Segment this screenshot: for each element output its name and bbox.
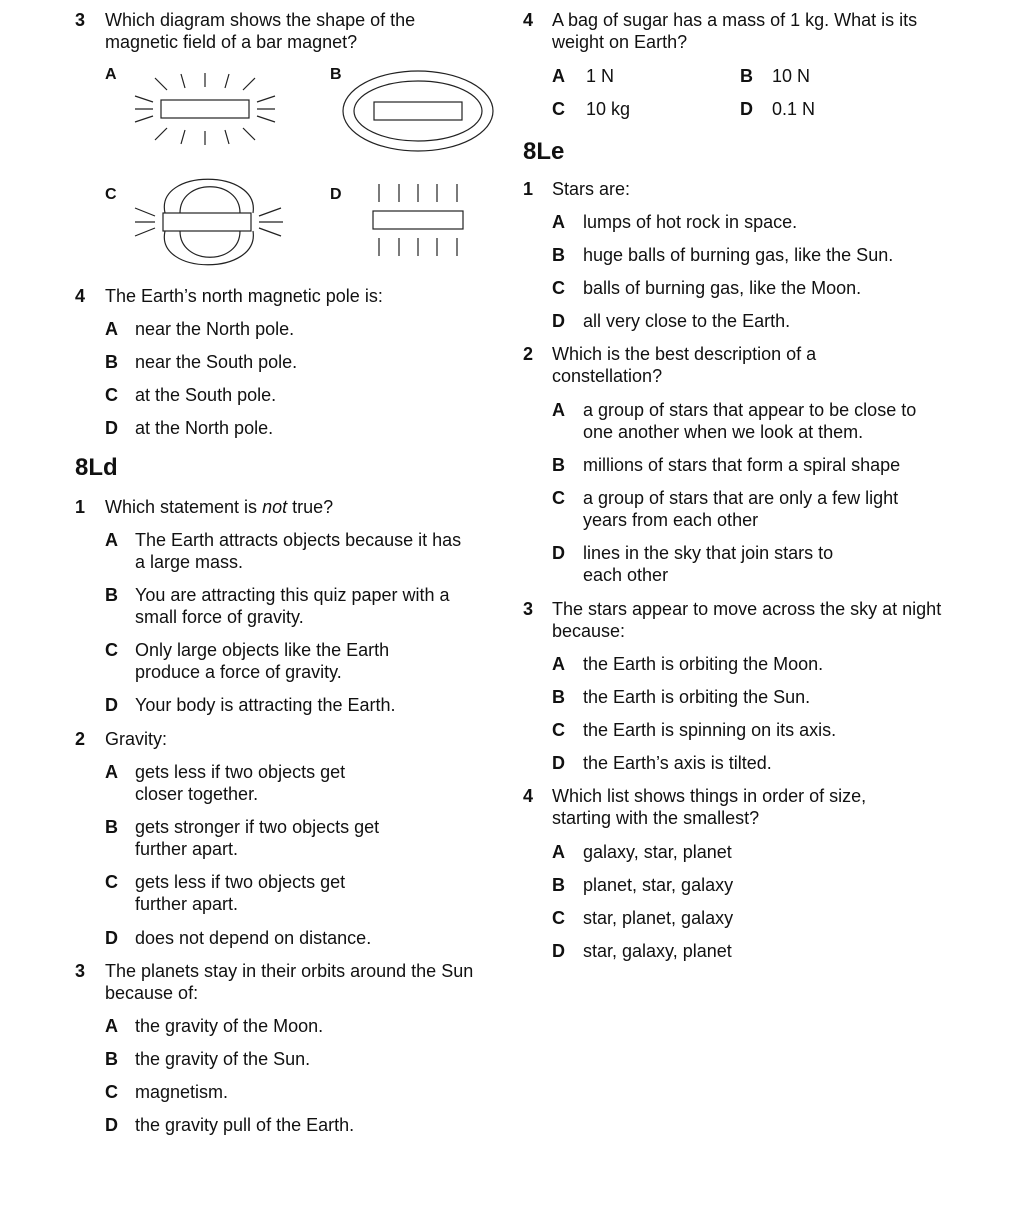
option-text: planet, star, galaxy: [583, 875, 734, 895]
option-letter: A: [105, 762, 118, 782]
question-number: 3: [75, 10, 86, 30]
option-text: near the North pole.: [135, 319, 295, 339]
option-letter: B: [105, 352, 118, 372]
option-text: 10 kg: [586, 99, 631, 119]
option-letter: B: [105, 817, 118, 837]
option-letter: C: [552, 908, 565, 928]
option-text: gets stronger if two objects get further apart.: [135, 817, 380, 859]
option-text: does not depend on distance.: [135, 928, 372, 948]
question-number: 3: [75, 961, 86, 981]
option-text: balls of burning gas, like the Moon.: [583, 278, 862, 298]
diagram-label-b: B: [330, 66, 342, 83]
option-letter: A: [552, 66, 565, 86]
option-text: 10 N: [772, 66, 811, 86]
option-letter: D: [552, 753, 565, 773]
question-text: The stars appear to move across the sky at night because:: [552, 599, 942, 641]
question-text: A bag of sugar has a mass of 1 kg. What is its weight on Earth?: [552, 10, 918, 52]
option-text: lumps of hot rock in space.: [583, 212, 798, 232]
option-letter: C: [552, 278, 565, 298]
option-text: 1 N: [586, 66, 615, 86]
question-number: 2: [523, 344, 534, 364]
option-text: near the South pole.: [135, 352, 298, 372]
diagram-label-d: D: [330, 186, 342, 203]
option-letter: A: [552, 842, 565, 862]
option-text: a group of stars that appear to be close to one another when we look at them.: [583, 400, 917, 442]
option-letter: D: [552, 543, 565, 563]
question-text: Gravity:: [105, 729, 168, 749]
option-letter: C: [105, 872, 118, 892]
option-text: the Earth is orbiting the Sun.: [583, 687, 811, 707]
diagram-c: [125, 170, 295, 275]
section-heading: 8Ld: [75, 454, 118, 481]
option-text: Only large objects like the Earth produce a force of gravity.: [135, 640, 390, 682]
option-letter: C: [552, 720, 565, 740]
diagram-a: [125, 70, 285, 150]
question-number: 4: [523, 786, 534, 806]
option-text: the Earth is orbiting the Moon.: [583, 654, 824, 674]
option-letter: D: [552, 311, 565, 331]
option-text: the Earth is spinning on its axis.: [583, 720, 837, 740]
option-letter: B: [105, 1049, 118, 1069]
option-letter: B: [552, 687, 565, 707]
question-number: 2: [75, 729, 86, 749]
option-text: the gravity pull of the Earth.: [135, 1115, 355, 1135]
question-number: 1: [523, 179, 534, 199]
diagram-label-a: A: [105, 66, 117, 83]
question-text: Which is the best description of a constellation?: [552, 344, 817, 386]
option-letter: A: [105, 319, 118, 339]
option-text: millions of stars that form a spiral shape: [583, 455, 901, 475]
option-letter: C: [105, 640, 118, 660]
diagram-b: [340, 68, 500, 154]
option-text: huge balls of burning gas, like the Sun.: [583, 245, 894, 265]
option-text: Your body is attracting the Earth.: [135, 695, 396, 715]
option-text: the gravity of the Sun.: [135, 1049, 311, 1069]
question-text: Which diagram shows the shape of the magnetic field of a bar magnet?: [105, 10, 416, 52]
question-text: Which list shows things in order of size, starting with the smallest?: [552, 786, 867, 828]
option-text: gets less if two objects get closer together.: [135, 762, 346, 804]
option-letter: D: [105, 695, 118, 715]
question-text: The Earth’s north magnetic pole is:: [105, 286, 383, 306]
option-letter: B: [552, 875, 565, 895]
question-number: 1: [75, 497, 86, 517]
option-text: You are attracting this quiz paper with a small force of gravity.: [135, 585, 450, 627]
option-text: lines in the sky that join stars to each other: [583, 543, 834, 585]
option-text: at the South pole.: [135, 385, 277, 405]
option-letter: A: [105, 530, 118, 550]
question-text: The planets stay in their orbits around the Sun because of:: [105, 961, 474, 1003]
option-text: The Earth attracts objects because it has a large mass.: [135, 530, 462, 572]
option-text: the Earth’s axis is tilted.: [583, 753, 772, 773]
option-text: at the North pole.: [135, 418, 274, 438]
option-letter: B: [105, 585, 118, 605]
option-letter: C: [552, 488, 565, 508]
question-number: 4: [75, 286, 86, 306]
option-text: a group of stars that are only a few light years from each other: [583, 488, 899, 530]
option-letter: C: [105, 1082, 118, 1102]
option-letter: B: [552, 245, 565, 265]
option-text: star, planet, galaxy: [583, 908, 734, 928]
diagram-label-c: C: [105, 186, 117, 203]
option-letter: C: [105, 385, 118, 405]
option-letter: B: [552, 455, 565, 475]
option-text: magnetism.: [135, 1082, 229, 1102]
option-text: galaxy, star, planet: [583, 842, 732, 862]
option-letter: C: [552, 99, 565, 119]
question-text: Which statement is not true?: [105, 497, 334, 517]
option-text: 0.1 N: [772, 99, 816, 119]
option-text: all very close to the Earth.: [583, 311, 791, 331]
question-number: 4: [523, 10, 534, 30]
option-letter: D: [105, 1115, 118, 1135]
option-letter: A: [552, 654, 565, 674]
option-letter: D: [552, 941, 565, 961]
section-heading: 8Le: [523, 138, 565, 165]
option-text: gets less if two objects get further apart.: [135, 872, 346, 914]
option-text: the gravity of the Moon.: [135, 1016, 324, 1036]
question-text: Stars are:: [552, 179, 631, 199]
diagram-d: [365, 180, 475, 262]
option-letter: D: [105, 418, 118, 438]
option-letter: B: [740, 66, 753, 86]
option-letter: D: [740, 99, 753, 119]
option-letter: D: [105, 928, 118, 948]
option-letter: A: [105, 1016, 118, 1036]
option-text: star, galaxy, planet: [583, 941, 732, 961]
question-number: 3: [523, 599, 534, 619]
option-letter: A: [552, 400, 565, 420]
option-letter: A: [552, 212, 565, 232]
